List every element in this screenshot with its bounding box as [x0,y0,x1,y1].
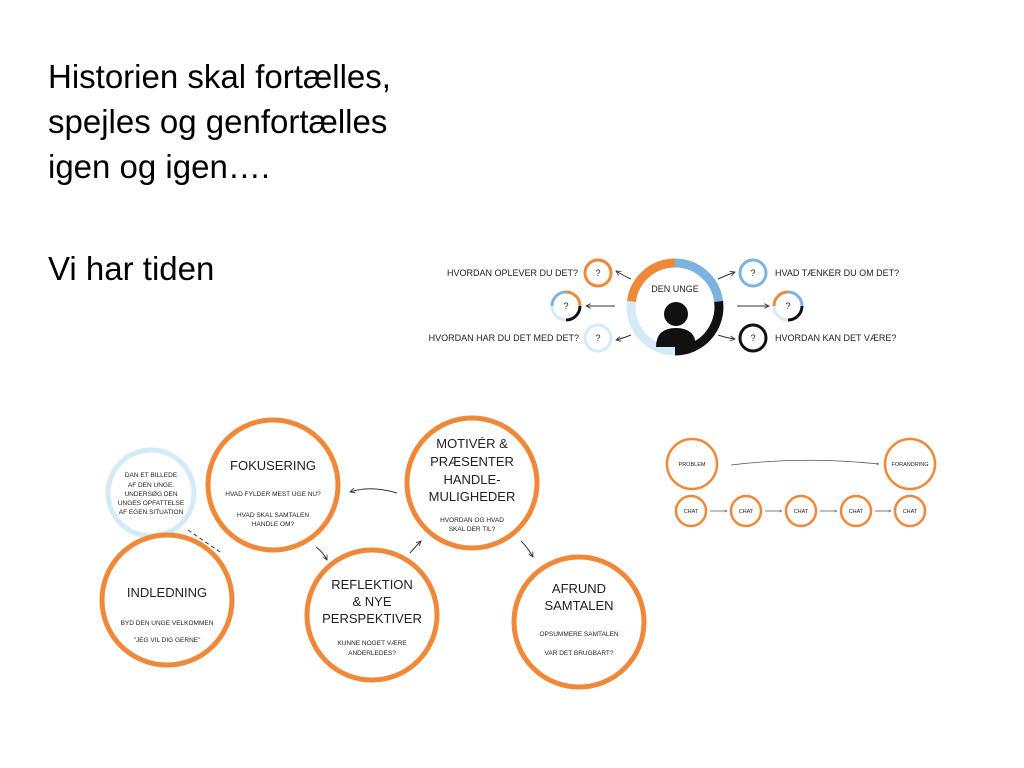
chat-node-2 [731,496,761,526]
chat-node-1 [676,496,706,526]
svg-text:?: ? [595,268,601,278]
svg-text:MOTIVÉR &: MOTIVÉR & [436,436,508,451]
chat-node-3 [786,496,816,526]
svg-text:VAR DET BRUGBART?: VAR DET BRUGBART? [544,650,614,657]
den-unge-label: DEN UNGE [651,284,699,294]
svg-text:CHAT: CHAT [738,509,754,515]
chat-node-5 [895,496,925,526]
process-diagram [102,418,644,687]
svg-text:HVAD FYLDER MEST UGE NU?: HVAD FYLDER MEST UGE NU? [225,491,321,498]
svg-text:PRÆSENTER: PRÆSENTER [430,454,514,469]
svg-text:FORANDRING: FORANDRING [891,462,929,468]
svg-text:UNDERSØG DEN: UNDERSØG DEN [124,491,178,498]
question-circle-bottom-right [740,325,766,351]
svg-text:?: ? [595,333,601,343]
svg-text:UNGES OPFATTELSE: UNGES OPFATTELSE [117,500,185,507]
step-indledning [102,535,232,665]
svg-text:AFRUND: AFRUND [551,581,607,596]
svg-text:PROBLEM: PROBLEM [678,462,706,468]
svg-text:CHAT: CHAT [902,509,918,515]
svg-text:REFLEKTION: REFLEKTION [331,577,413,592]
step-afrund [514,557,644,687]
svg-text:SAMTALEN: SAMTALEN [544,598,614,613]
svg-text:MULIGHEDER: MULIGHEDER [428,489,516,504]
question-circle-bottom-left [585,325,611,351]
fokusering-title: FOKUSERING [230,458,316,473]
svg-text:ANDERLEDES?: ANDERLEDES? [348,650,396,657]
svg-text:HANDLE-: HANDLE- [443,472,501,487]
slide-subtitle: Vi har tiden [48,250,215,287]
title-line-1: Historien skal fortælles, [48,58,391,95]
chat-flow-diagram [667,439,935,526]
problem-node [667,439,717,489]
svg-text:?: ? [785,301,791,311]
svg-text:?: ? [750,268,756,278]
question-circle-top-right [740,260,766,286]
question-label-top-left: HVORDAN OPLEVER DU DET? [446,268,578,278]
person-icon [656,302,696,347]
svg-text:CHAT: CHAT [793,509,809,515]
svg-text:SKAL DER TIL?: SKAL DER TIL? [448,526,496,533]
question-circle-top-left [585,260,611,286]
svg-text:PERSPEKTIVER: PERSPEKTIVER [322,611,422,626]
svg-text:AF DEN UNGE.: AF DEN UNGE. [127,482,175,489]
svg-text:KUNNE NOGET VÆRE: KUNNE NOGET VÆRE [337,640,407,647]
indledning-title: INDLEDNING [126,585,208,600]
intro-bubble [108,450,194,536]
step-refleksion [307,550,437,680]
question-label-bottom-left: HVORDAN HAR DU DET MED DET? [428,333,579,343]
svg-text:OPSUMMERE SAMTALEN: OPSUMMERE SAMTALEN [539,631,619,638]
svg-text:HVAD SKAL SAMTALEN: HVAD SKAL SAMTALEN [236,512,310,519]
step-motiver [407,418,537,548]
den-unge-diagram [429,260,900,351]
question-circle-mid-left [552,292,580,320]
svg-text:?: ? [750,333,756,343]
question-circle-mid-right [774,292,802,320]
svg-text:CHAT: CHAT [683,509,699,515]
svg-text:& NYE: & NYE [352,594,392,609]
svg-text:?: ? [563,301,569,311]
title-line-3: igen og igen…. [48,148,270,185]
problem-to-forandring-arrow [731,460,879,465]
step-fokusering [208,420,338,550]
question-label-top-right: HVAD TÆNKER DU OM DET? [775,268,900,278]
title-line-2: spejles og genfortælles [48,103,388,140]
svg-text:CHAT: CHAT [848,509,864,515]
svg-text:BYD DEN UNGE VELKOMMEN: BYD DEN UNGE VELKOMMEN [120,620,214,627]
svg-text:DAN ET BILLEDE: DAN ET BILLEDE [124,472,178,479]
question-label-bottom-right: HVORDAN KAN DET VÆRE? [775,333,897,343]
svg-text:HANDLE OM?: HANDLE OM? [251,521,295,528]
svg-text:HVORDAN OG HVAD: HVORDAN OG HVAD [440,517,504,524]
svg-text:AF EGEN SITUATION: AF EGEN SITUATION [118,509,184,516]
chat-node-4 [841,496,871,526]
forandring-node [885,439,935,489]
svg-text:"JEG VIL DIG GERNE": "JEG VIL DIG GERNE" [133,637,201,644]
